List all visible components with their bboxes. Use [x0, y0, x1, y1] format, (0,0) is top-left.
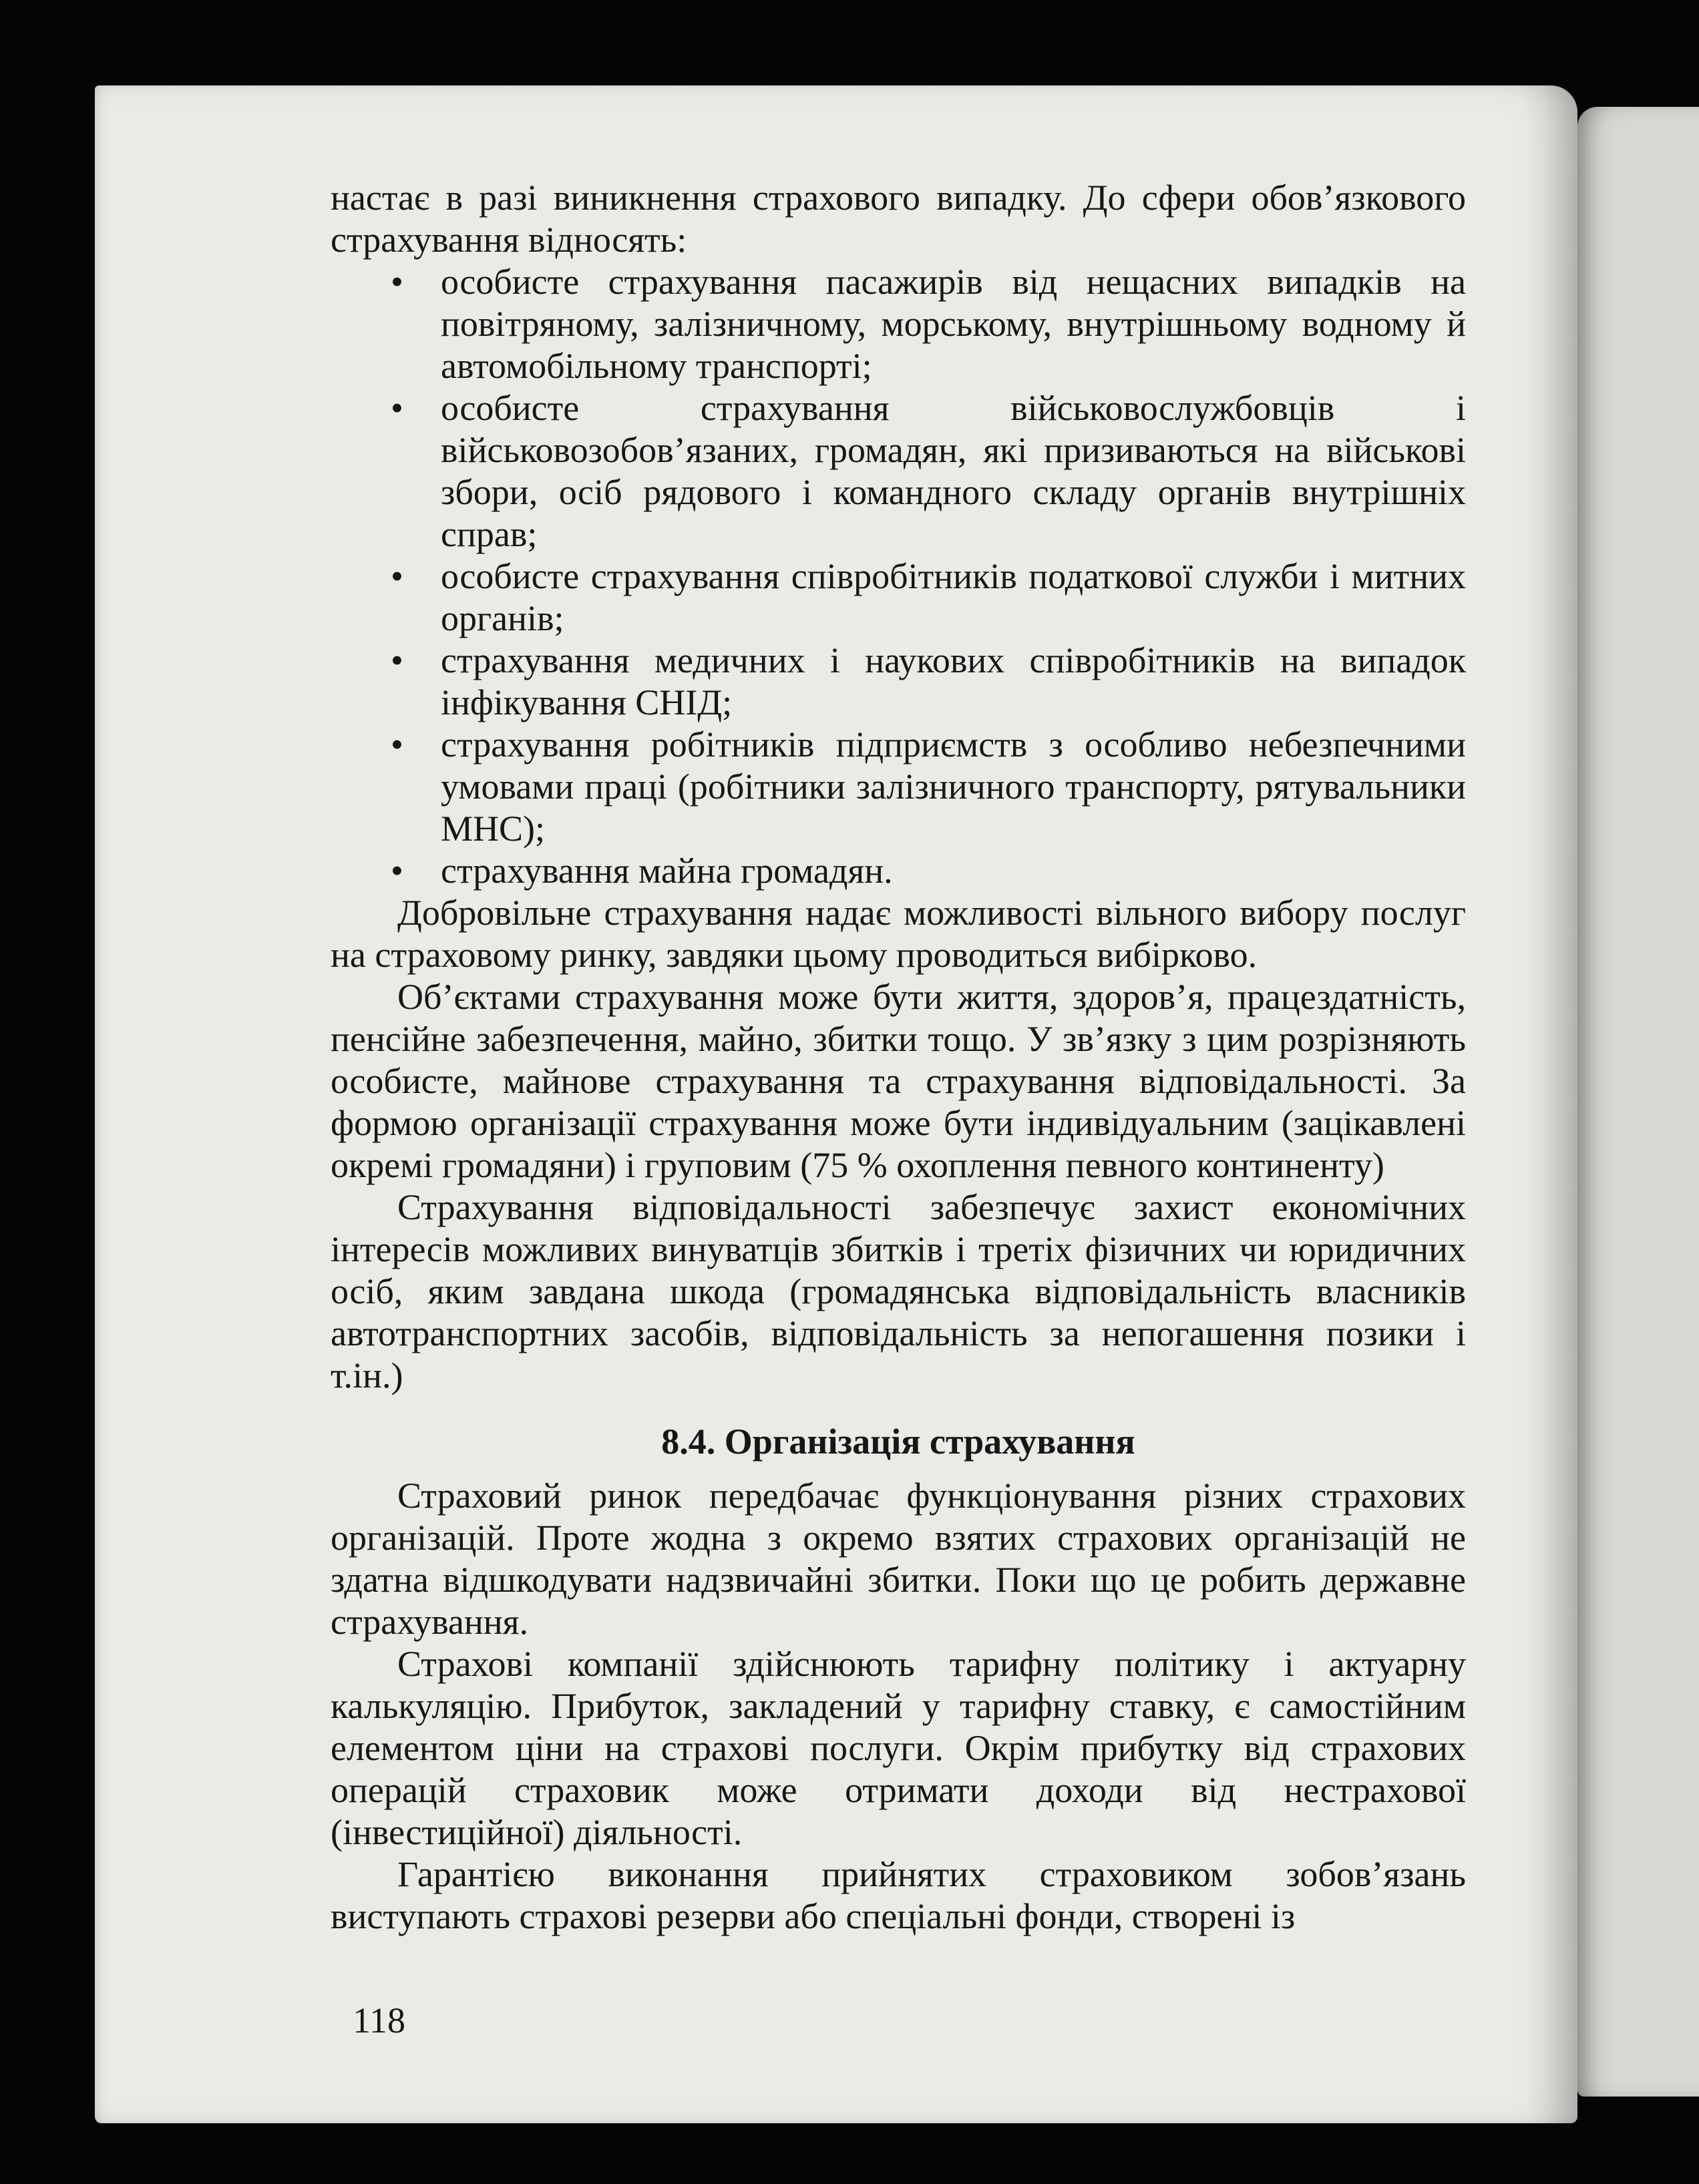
list-item [331, 724, 1466, 850]
paragraph-objects: Об’єктами страхування може бути життя, здоров’я, працездатність, пенсійне забезпечення, майно, збитки тощо. У зв’язку з цим розрізняють особисте, майнове страхування та страхування відповідальності. За формою організації страхування може бути індивідуальним (зацікавлені окремі громадяни) і груповим (75 % охоплення певного континенту) [331, 977, 1466, 1185]
list-item [331, 556, 1466, 640]
list-item [331, 261, 1466, 387]
bullet-icon: • [391, 556, 403, 596]
paragraph-market: Страховий ринок передбачає функціонування різних страхових організацій. Проте жодна з окремо взятих страхових організацій не здатна відшкодувати надзвичайні збитки. Поки що це робить державне страхування. [331, 1476, 1466, 1642]
page-number: 118 [353, 2000, 405, 2040]
paragraph-guarantee: Гарантією виконання прийнятих страховиком зобов’язань виступають страхові резерви або спеціальні фонди, створені із [331, 1854, 1466, 1936]
paragraph-tariff: Страхові компанії здійснюють тарифну політику і актуарну калькуляцію. Прибуток, закладений у тарифну ставку, є самостійним елементом ціни на страхові послуги. Окрім прибутку від страхових операцій страховик може отримати доходи від нестрахової (інвестиційної) діяльності. [331, 1644, 1466, 1852]
bullet-icon: • [391, 640, 403, 680]
bullet-icon: • [391, 851, 403, 891]
list-item-text: страхування медичних і наукових співробітників на випадок інфікування СНІД; [441, 640, 1466, 722]
list-item-text: страхування робітників підприємств з особливо небезпечними умовами праці (робітники залізничного транспорту, рятувальники МНС); [441, 724, 1466, 849]
section-heading: 8.4. Організація страхування [661, 1422, 1135, 1462]
list-item [331, 640, 1466, 724]
list-item-text: страхування майна громадян. [441, 851, 893, 891]
bullet-icon: • [391, 388, 403, 428]
intro-paragraph: настає в разі виникнення страхового випадку. До сфери обов’язкового страхування відносять: [331, 178, 1466, 260]
bullet-icon: • [391, 724, 403, 765]
list-item-text: особисте страхування військовослужбовців і військовозобов’язаних, громадян, які призиваються на військові збори, осіб рядового і командного складу органів внутрішніх справ; [441, 388, 1466, 554]
paragraph-voluntary: Добровільне страхування надає можливості вільного вибору послуг на страховому ринку, завдяки цьому проводиться вибірково. [331, 893, 1466, 975]
list-item [331, 850, 1466, 892]
page-text [331, 177, 1466, 1938]
section-body [331, 1475, 1466, 1938]
paragraph-liability: Страхування відповідальності забезпечує захист економічних інтересів можливих винуватців збитків і третіх фізичних чи юридичних осіб, яким завдана шкода (громадянська відповідальність власників автотранспортних засобів, відповідальність за непогашення позики і т.ін.) [331, 1187, 1466, 1395]
bullet-icon: • [391, 262, 403, 302]
adjacent-page-edge [1577, 107, 1699, 2097]
list-item-text: особисте страхування співробітників податкової служби і митних органів; [441, 556, 1466, 638]
compulsory-insurance-list [331, 261, 1466, 892]
list-item-text: особисте страхування пасажирів від нещасних випадків на повітряному, залізничному, морському, внутрішньому водному й автомобільному транспорті; [441, 262, 1466, 386]
list-item [331, 387, 1466, 556]
